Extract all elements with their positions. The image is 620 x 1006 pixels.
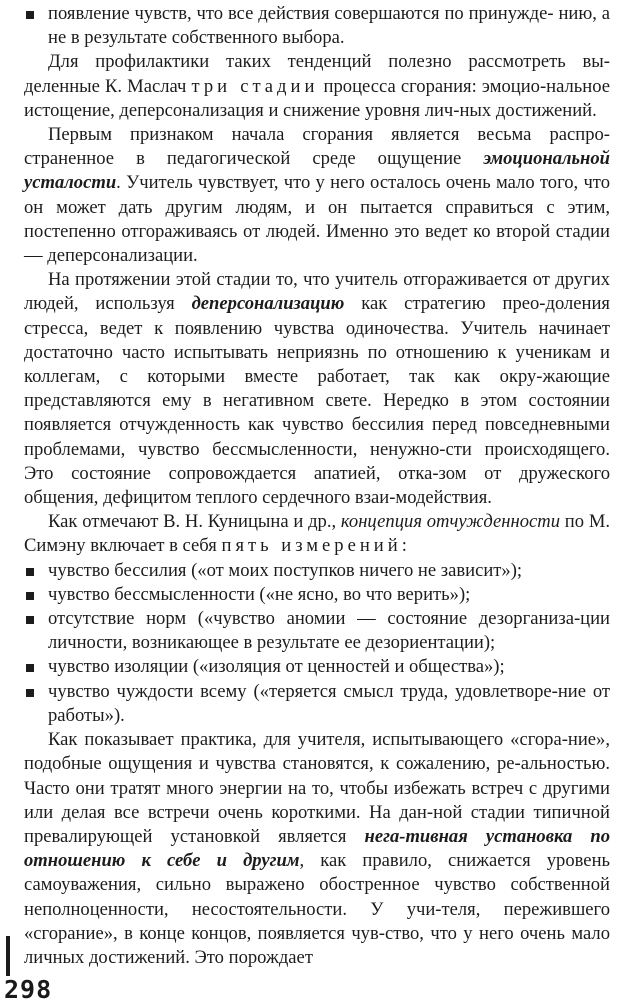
paragraph-depersonalization: На протяжении этой стадии то, что учитель отгораживается от других людей, используя деперсонализацию как стратегию прео-доления стресса, ведет к появлению чувства одиночества. Учитель начинает достаточно часто испытывать неприязнь по отношению к ученикам и коллегам, с которыми вместе работает, так как окру-жающие представляются ему в негативном свете. Нередко в этом состоянии появляется отчужденность как чувство бессилия перед повседневными проблемами, чувство бессмысленности, ненужно-сти происходящего. Это состояние сопровождается апатией, отка-зом от дружеского общения, дефицитом теплого сердечного взаи-модействия.: [24, 269, 610, 509]
paragraph-practice: Как показывает практика, для учителя, испытывающего «сгора-ние», подобные ощущения и чувства становятся, к сожалению, ре-альностью. Часто они тратят много энергии на то, чтобы избежать встреч с другими или делая все встречи очень короткими. На дан-ной стадии типичной превалирующей установкой является нега-тивная установка по отношению к себе и другим, как правило, снижается уровень самоуважения, сильно выражено обостренное чувство собственной неполноценности, несостоятельности. У учи-теля, пережившего «сгорание», в конце концов, появляется чув-ство, что у него очень мало личных достижений. Это порождает: [24, 729, 611, 968]
spaced-emphasis: три стадии: [191, 75, 319, 97]
list-item: чувство чуждости всему («теряется смысл труда, удовлетворе-ние от работы»).: [24, 680, 610, 728]
list-item: чувство бессмысленности («не ясно, во что верить»);: [24, 583, 610, 607]
term-negative-attitude: нега-тивная установка по отношению к себе и другим: [24, 825, 611, 872]
continued-list: [24, 2, 610, 50]
spaced-emphasis: пять измерений: [221, 535, 402, 557]
list-item: чувство изоляции («изоляция от ценностей и общества»);: [24, 655, 610, 679]
paragraph-emotional-fatigue: Первым признаком начала сгорания является весьма распро-страненное в педагогической среде ощущение эмоциональной усталости. Учитель чувствует, что у него осталось очень мало того, что он может дать другим людям, и он пытается справиться с этим, постепенно отгораживаясь от людей. Именно это ведет ко второй стадии — деперсонализации.: [24, 124, 610, 267]
paragraph-alienation: Как отмечают В. Н. Куницына и др., концепция отчужденности по М. Симэну включает в себя пять измерений:: [24, 511, 610, 557]
list-item: отсутствие норм («чувство аномии — состояние дезорганиза-ции личности, возникающее в результате ее дезориентации);: [24, 607, 610, 655]
term-emotional-fatigue: эмоциональной усталости: [24, 148, 610, 194]
term-depersonalization: деперсонализацию: [191, 293, 345, 315]
term-alienation-concept: концепция отчужденности: [340, 511, 561, 533]
paragraph-stages: Для профилактики таких тенденций полезно рассмотреть вы-деленные К. Маслач три стадии процесса сгорания: эмоцио-нальное истощение, деперсонализация и снижение уровня лич-ных достижений.: [24, 51, 610, 121]
list-item: появление чувств, что все действия совершаются по принужде- нию, а не в результате собственного выбора.: [24, 2, 610, 50]
dimensions-list: [24, 559, 610, 728]
margin-bar: [6, 936, 10, 976]
page-number: 298: [4, 975, 53, 1004]
body-text: [24, 2, 610, 970]
list-item: чувство бессилия («от моих поступков ничего не зависит»);: [24, 559, 610, 583]
